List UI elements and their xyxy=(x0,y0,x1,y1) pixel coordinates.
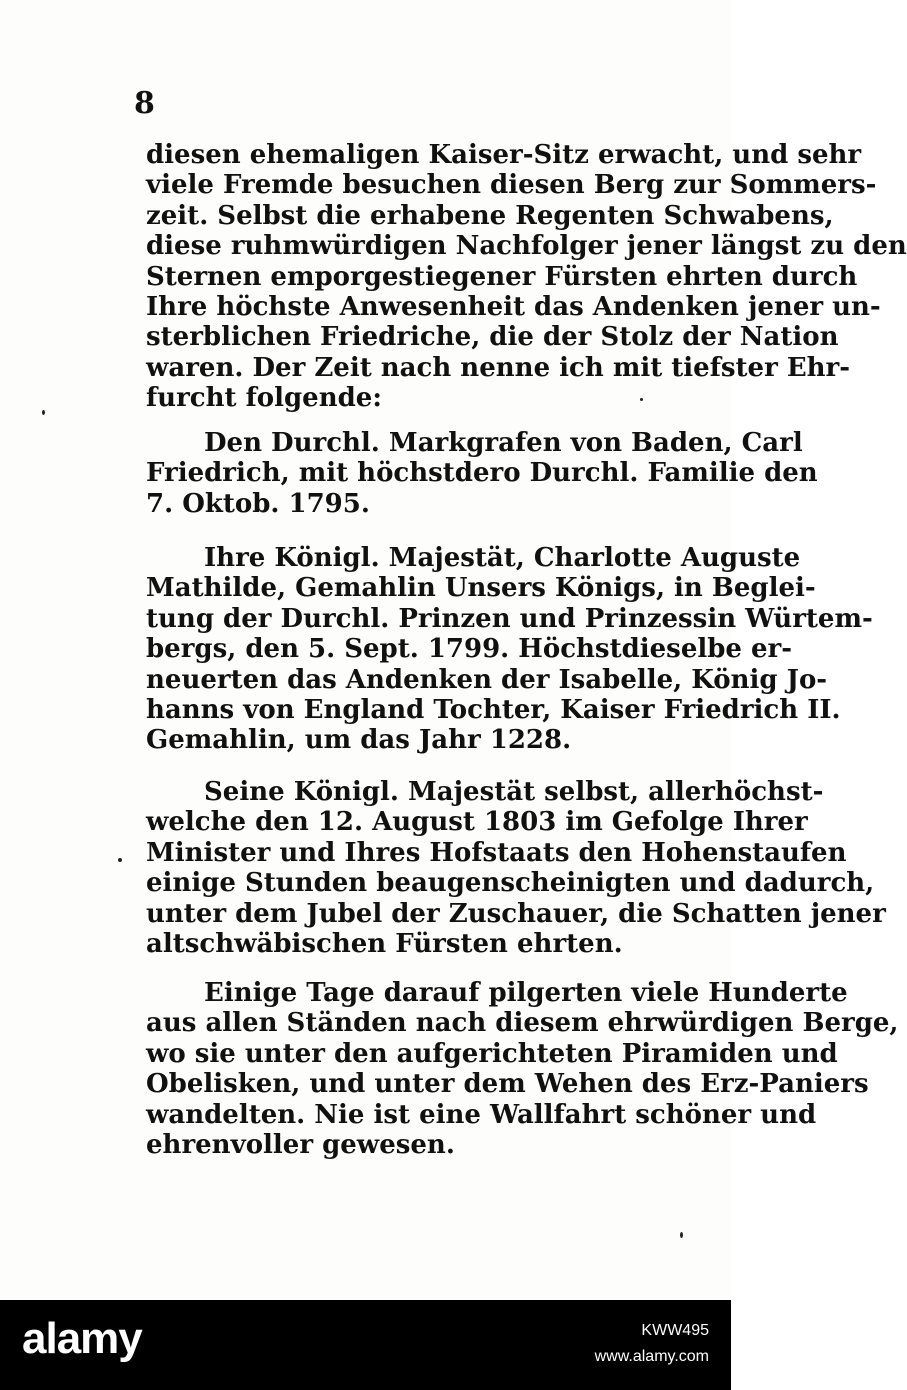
image-id: KWW495 xyxy=(641,1322,709,1339)
scan-speck xyxy=(118,858,122,862)
text-line: Obelisken, und unter dem Wehen des Erz-Paniers xyxy=(146,1069,869,1100)
text-line: hanns von England Tochter, Kaiser Friedrich II. xyxy=(146,695,841,726)
text-line: Mathilde, Gemahlin Unsers Königs, in Beglei- xyxy=(146,573,816,604)
text-line: bergs, den 5. Sept. 1799. Höchstdieselbe er- xyxy=(146,634,793,665)
text-line: Friedrich, mit höchstdero Durchl. Familie den xyxy=(146,458,818,489)
text-line: ehrenvoller gewesen. xyxy=(146,1130,455,1161)
paragraph-3 xyxy=(146,543,873,756)
text-line: Minister und Ihres Hofstaats den Hohenstaufen xyxy=(146,837,847,868)
text-line: unter dem Jubel der Zuschauer, die Schatten jener xyxy=(146,898,886,929)
text-line: Einige Tage darauf pilgerten viele Hunderte xyxy=(204,978,848,1008)
alamy-logo: alamy xyxy=(22,1314,142,1363)
text-line: altschwäbischen Fürsten ehrten. xyxy=(146,929,623,960)
scan-speck xyxy=(640,398,643,401)
text-line: aus allen Ständen nach diesem ehrwürdigen Berge, xyxy=(146,1008,899,1039)
paragraph-4 xyxy=(146,777,886,960)
text-line: sterblichen Friedriche, die der Stolz der Nation xyxy=(146,322,839,353)
text-line: wandelten. Nie ist eine Wallfahrt schöner und xyxy=(146,1099,817,1130)
text-line: furcht folgende: xyxy=(146,383,382,414)
text-line: diesen ehemaligen Kaiser-Sitz erwacht, und sehr xyxy=(146,140,862,170)
text-line: Ihre Königl. Majestät, Charlotte Auguste xyxy=(204,543,801,573)
paragraph-1 xyxy=(146,140,907,414)
text-line: tung der Durchl. Prinzen und Prinzessin Würtem- xyxy=(146,603,873,634)
text-line: 7. Oktob. 1795. xyxy=(146,488,370,519)
site-url: www.alamy.com xyxy=(594,1348,709,1365)
page-number: 8 xyxy=(134,86,155,121)
scan-speck xyxy=(42,410,45,415)
image-id-block xyxy=(595,1318,709,1370)
text-line: wo sie unter den aufgerichteten Piramiden und xyxy=(146,1038,838,1069)
text-line: neuerten das Andenken der Isabelle, König Jo- xyxy=(146,664,828,695)
text-line: diese ruhmwürdigen Nachfolger jener längst zu den xyxy=(146,231,907,262)
paragraph-2 xyxy=(146,428,818,519)
stock-watermark-banner xyxy=(0,1300,731,1390)
text-line: Den Durchl. Markgrafen von Baden, Carl xyxy=(204,428,803,458)
text-line: viele Fremde besuchen diesen Berg zur Sommers- xyxy=(146,170,877,201)
scan-speck xyxy=(680,1232,683,1238)
text-line: waren. Der Zeit nach nenne ich mit tiefster Ehr- xyxy=(146,352,851,383)
text-line: Gemahlin, um das Jahr 1228. xyxy=(146,725,572,756)
text-line: zeit. Selbst die erhabene Regenten Schwabens, xyxy=(146,200,834,231)
text-line: welche den 12. August 1803 im Gefolge Ihrer xyxy=(146,807,808,838)
text-line: einige Stunden beaugenscheinigten und dadurch, xyxy=(146,868,875,899)
text-line: Ihre höchste Anwesenheit das Andenken jener un- xyxy=(146,292,881,323)
paragraph-5 xyxy=(146,978,899,1161)
text-line: Seine Königl. Majestät selbst, allerhöchst- xyxy=(204,777,824,807)
text-line: Sternen emporgestiegener Fürsten ehrten durch xyxy=(146,261,858,292)
